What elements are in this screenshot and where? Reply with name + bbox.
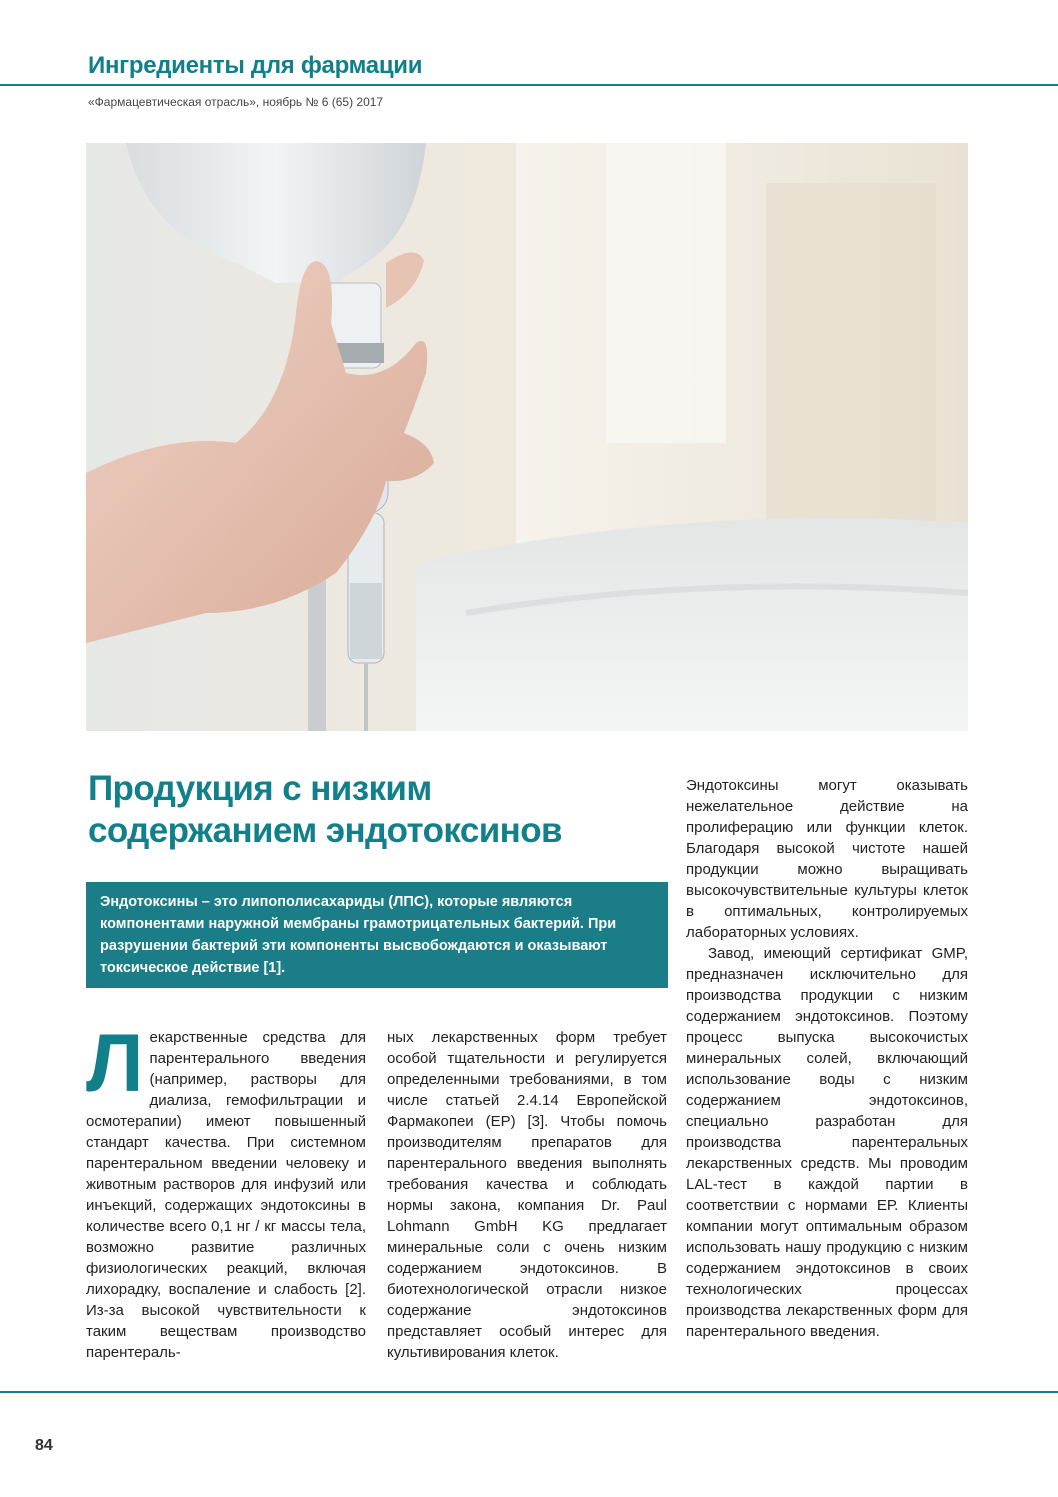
body-column-2 <box>387 1027 667 1363</box>
body-column-1 <box>86 1018 366 1363</box>
section-title: Ингредиенты для фармации <box>88 52 423 79</box>
article-title <box>88 768 562 852</box>
footer-divider <box>0 1391 1058 1393</box>
header-divider <box>0 84 1058 86</box>
body-paragraph-1: екарственные средства для парентерального введения (например, растворы для диализа, гемофильтрации и осмотерапии) имеют повышенный стандарт качества. При системном парентеральном введении человеку и животным растворов для инфузий или инъекций, содержащих эндотоксины в количестве всего 0,1 нг / кг массы тела, возможно развитие различных физиологических реакций, включая лихорадку, воспаление и слабость [2]. Из-за высокой чувствительности к таким веществам производство парентераль- <box>86 1029 366 1361</box>
publication-line: «Фармацевтическая отрасль», ноябрь № 6 (65) 2017 <box>88 95 384 109</box>
article-title-line1: Продукция с низким <box>88 769 432 808</box>
lead-text: Эндотоксины – это липополисахариды (ЛПС), которые являются компонентами наружной мембраны грамотрицательных бактерий. При разрушении бактерий эти компоненты высвобождаются и оказывают токсическое действие [1]. <box>100 894 617 976</box>
hero-photo <box>86 143 968 731</box>
iv-drip-illustration <box>86 143 968 731</box>
body-paragraph-4: Завод, имеющий сертификат GMP, предназначен исключительно для производства продукции с низким содержанием эндотоксинов. Поэтому процесс выпуска высокочистых минеральных солей, включающий использование воды с низким содержанием эндотоксинов, специально разработан для производства парентеральных лекарственных средств. Мы проводим LAL-тест в каждой партии в соответствии с нормами ЕР. Клиенты компании могут оптимальным образом использовать нашу продукцию с низким содержанием эндотоксинов в своих технологических процессах производства лекарственных форм для парентерального введения. <box>686 945 968 1340</box>
lead-box <box>86 882 668 988</box>
body-paragraph-3: Эндотоксины могут оказывать нежелательное действие на пролиферацию или функции клеток. Благодаря высокой чистоте нашей продукции можно выращивать высокочувствительные культуры клеток в оптимальных, контролируемых лабораторных условиях. <box>686 777 968 941</box>
body-column-3 <box>686 775 968 1342</box>
body-paragraph-2: ных лекарственных форм требует особой тщательности и регулируется определенными требованиями, в том числе статьей 2.4.14 Европейской Фармакопеи (ЕР) [3]. Чтобы помочь производителям препаратов для парентерального введения выполнять требования качества и соблюдать нормы закона, компания Dr. Paul Lohmann GmbH KG предлагает минеральные соли с очень низким содержанием эндотоксинов. В биотехнологической отрасли низкое содержание эндотоксинов представляет особый интерес для культивирования клеток. <box>387 1029 667 1361</box>
drop-cap: Л <box>86 1018 144 1109</box>
page-number: 84 <box>35 1437 53 1454</box>
article-title-line2: содержанием эндотоксинов <box>88 811 562 850</box>
